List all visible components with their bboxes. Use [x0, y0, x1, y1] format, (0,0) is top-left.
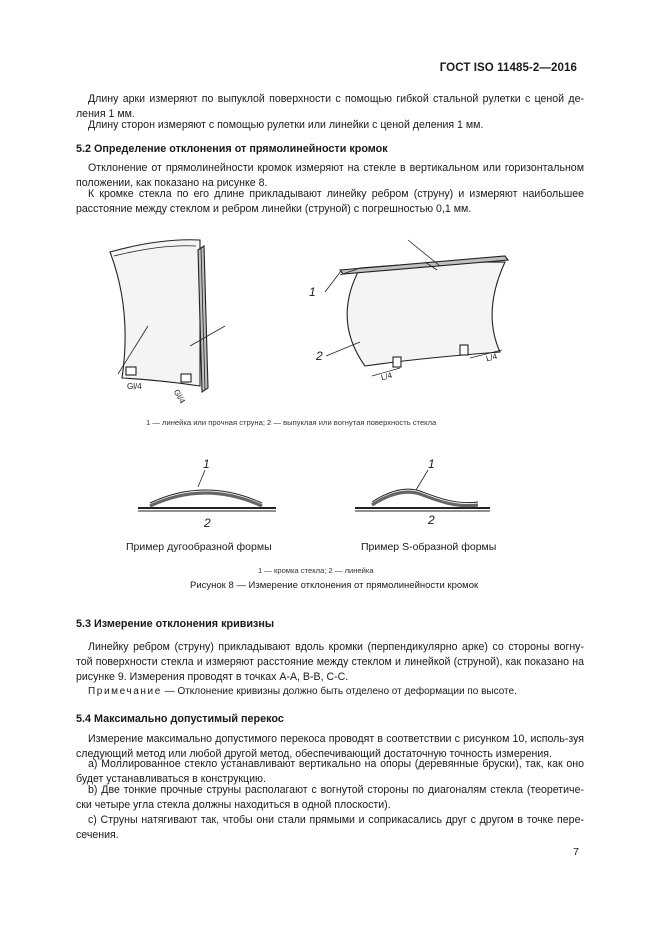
section-heading-5-3: 5.3 Измерение отклонения кривизны — [76, 618, 275, 630]
example-s-label: Пример S-образной формы — [361, 541, 497, 553]
right-leader-label1 — [325, 271, 341, 292]
paragraph-side-length-text: Длину сторон измеряют с помощью рулетки или линейки с ценой деления 1 мм. — [88, 119, 484, 131]
note-label: Примечание — [88, 686, 162, 697]
paragraph-arc-length-text: Длину арки измеряют по выпуклой поверхности с помощью гибкой стальной рулетки с ценой де-ления 1 мм. — [76, 93, 584, 121]
paragraph-curvature — [76, 640, 584, 686]
paragraph-step-a-text: а) Моллированное стекло устанавливают вертикально на опоры (деревянные бруски), так, как оно будет устанавливаться в конструкцию. — [76, 758, 584, 786]
fig-label-s-1: 1 — [428, 457, 435, 471]
right-glass-panel — [347, 262, 505, 366]
s-example-leader — [416, 470, 428, 490]
fig-label-gl4-b: Gl/4 — [171, 387, 187, 406]
paragraph-step-b-text: b) Две тонкие прочные струны располагают с вогнутой стороны по диагоналям стекла (теоретиче-ски четыре угла стекла должны находиться в одной плоскости). — [76, 784, 584, 812]
figure-legend-bottom: 1 — кромка стекла; 2 — линейка — [258, 566, 374, 575]
right-support-1 — [393, 357, 401, 367]
fig-label-ll4-a: L/4 — [380, 370, 394, 383]
paragraph-ruler-text: К кромке стекла по его длине прикладывают линейку ребром (струну) и измеряют наибольшее расстояние между стеклом и ребром линейки (струной) с погрешностью 0,1 мм. — [76, 188, 584, 216]
fig-label-gl4-a: Gl/4 — [127, 382, 142, 391]
section-heading-5-4: 5.4 Максимально допустимый перекос — [76, 713, 284, 725]
paragraph-step-b — [76, 783, 584, 813]
right-leader-1 — [408, 240, 440, 266]
paragraph-step-c — [76, 813, 584, 843]
paragraph-step-c-text: c) Струны натягивают так, чтобы они стали прямыми и соприкасались друг с другом в точке пере-сечения. — [76, 814, 584, 842]
figure-legend-top: 1 — линейка или прочная струна; 2 — выпуклая или вогнутая поверхность стекла — [146, 418, 437, 427]
fig-label-s-2: 2 — [428, 513, 435, 527]
page-number: 7 — [573, 846, 579, 858]
left-glass-panel — [110, 240, 200, 386]
section-heading-5-2: 5.2 Определение отклонения от прямолинейности кромок — [76, 143, 388, 155]
fig-label-right-1: 1 — [309, 285, 316, 299]
arc-example-leader — [198, 470, 205, 487]
fig-label-arc-1: 1 — [203, 457, 210, 471]
note-text: — Отклонение кривизны должно быть отделено от деформации по высоте. — [161, 686, 517, 697]
fig-label-right-2: 2 — [316, 349, 323, 363]
s-example-glass — [372, 492, 478, 505]
example-arc-label: Пример дугообразной формы — [126, 541, 272, 553]
left-support-2 — [181, 374, 191, 382]
document-header: ГОСТ ISO 11485-2—2016 — [439, 62, 577, 74]
right-support-2 — [460, 345, 468, 355]
paragraph-curvature-text: Линейку ребром (струну) прикладывают вдоль кромки (перпендикулярно арке) со стороны вогну-той поверхности стекла и измеряют расстояние между стеклом и линейкой (струной), как показано на рисунке 9. Измерения проводят в точках А-А, В-В, С-С. — [76, 641, 584, 684]
arc-example-glass — [150, 493, 262, 506]
fig-label-arc-2: 2 — [204, 516, 211, 530]
paragraph-skew-text: Измерение максимально допустимого перекоса проводят в соответствии с рисунком 10, исполь-зуя следующий метод или любой другой метод, обеспечивающий достаточную точность измерения. — [76, 733, 584, 761]
paragraph-straightness-text: Отклонение от прямолинейности кромок измеряют на стекле в вертикальном или горизонтальном положении, как показано на рисунке 8. — [76, 162, 584, 190]
figure-caption: Рисунок 8 — Измерение отклонения от прямолинейности кромок — [190, 580, 479, 591]
fig-label-ll4-b: L/4 — [485, 351, 499, 364]
left-support-1 — [126, 367, 136, 375]
note-curvature — [76, 684, 584, 699]
